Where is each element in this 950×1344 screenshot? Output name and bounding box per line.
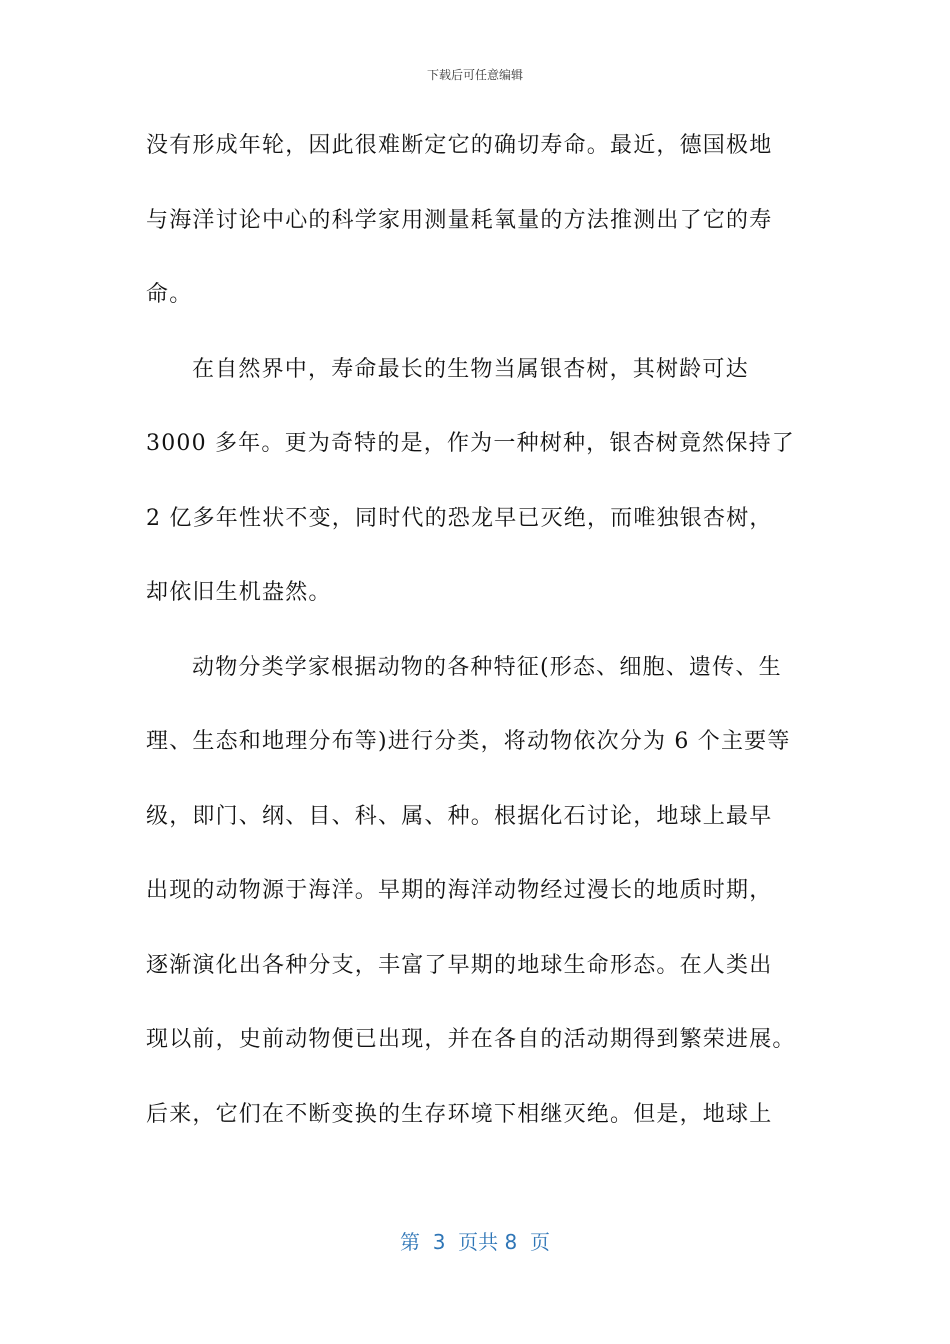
paragraph-3-line-2: 理、生态和地理分布等)进行分类，将动物依次分为 6 个主要等 (146, 729, 791, 754)
paragraph-2-line-4: 却依旧生机盎然。 (146, 580, 332, 605)
paragraph-3-line-6: 现以前，史前动物便已出现，并在各自的活动期得到繁荣进展。 (146, 1027, 796, 1052)
paragraph-3-line-4: 出现的动物源于海洋。早期的海洋动物经过漫长的地质时期， (146, 878, 773, 903)
page-header: 下载后可任意编辑 (426, 68, 523, 82)
document-body (146, 122, 811, 1165)
paragraph-1-line-1: 没有形成年轮，因此很难断定它的确切寿命。最近，德国极地 (146, 133, 773, 158)
paragraph-1-line-3: 命。 (146, 282, 193, 307)
paragraph-1-line-2: 与海洋讨论中心的科学家用测量耗氧量的方法推测出了它的寿 (146, 207, 773, 233)
paragraph-3-line-3: 级，即门、纲、目、科、属、种。根据化石讨论，地球上最早 (146, 803, 773, 829)
paragraph-2-line-1: 在自然界中，寿命最长的生物当属银杏树，其树龄可达 (192, 356, 749, 382)
paragraph-2-line-2: 3000 多年。更为奇特的是，作为一种树种，银杏树竟然保持了 (146, 431, 795, 456)
paragraph-3-line-7: 后来，它们在不断变换的生存环境下相继灭绝。但是，地球上 (146, 1101, 773, 1127)
paragraph-3-line-1: 动物分类学家根据动物的各种特征(形态、细胞、遗传、生 (192, 654, 782, 680)
page-number-footer: 第 3 页共 8 页 (400, 1230, 550, 1254)
paragraph-2-line-3: 2 亿多年性状不变，同时代的恐龙早已灭绝，而唯独银杏树， (146, 505, 773, 531)
paragraph-3-line-5: 逐渐演化出各种分支，丰富了早期的地球生命形态。在人类出 (146, 952, 773, 978)
